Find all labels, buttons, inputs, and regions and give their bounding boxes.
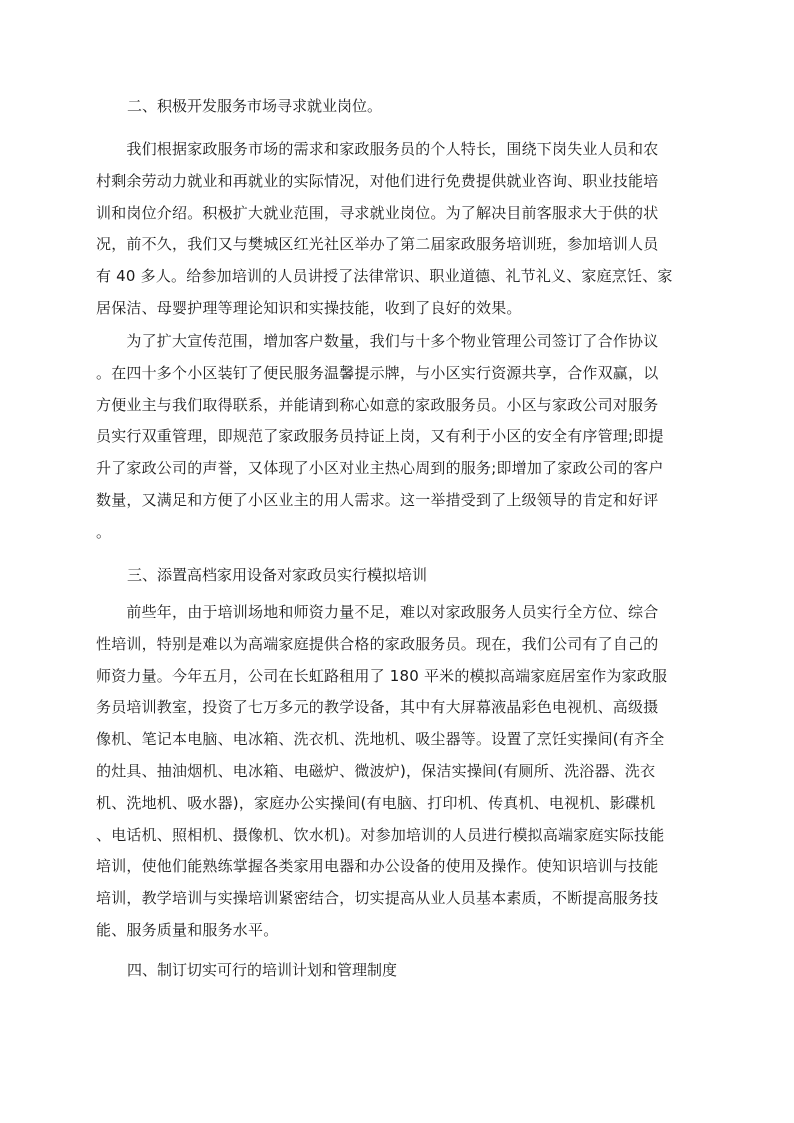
section-heading-4: 四、制订切实可行的培训计划和管理制度 [127, 961, 398, 979]
section-heading-2: 二、积极开发服务市场寻求就业岗位。 [127, 97, 383, 115]
paragraph-property-cooperation: 为了扩大宣传范围，增加客户数量，我们与十多个物业管理公司签订了合作协议 。在四十多个小区装钉了便民服务温馨提示牌，与小区实行资源共享，合作双赢，以 方便业主与我们取得联系，并能请到称心如意的家政服务员。小区与家政公司对服务 员实行双重管理，即规范了家政服务员持证上岗，又有利于小区的安全有序管理;即提 升了家政公司的声誉，又体现了小区对业主热心周到的服务;即增加了家政公司的客户 数量，又满足和方便了小区业主的用人需求。这一举措受到了上级领导的肯定和好评 。 [96, 332, 664, 541]
paragraph-simulated-training: 前些年，由于培训场地和师资力量不足，难以对家政服务人员实行全方位、综合 性培训，特别是难以为高端家庭提供合格的家政服务员。现在，我们公司有了自己的 师资力量。今年五月，公司在长虹路租用了 180 平米的模拟高端家庭居室作为家政服 务员培训教室，投资了七万多元的教学设备，其中有大屏幕液晶彩色电视机、高级摄 像机、笔记本电脑、电冰箱、洗衣机、洗地机、吸尘器等。设置了烹饪实操间(有齐全 的灶具、抽油烟机、电冰箱、电磁炉、微波炉)，保洁实操间(有厕所、洗浴器、洗衣 机、洗地机、吸水器)，家庭办公实操间(有电脑、打印机、传真机、电视机、影碟机 、电话机、照相机、摄像机、饮水机)。对参加培训的人员进行模拟高端家庭实际技能 培训，使他们能熟练掌握各类家用电器和办公设备的使用及操作。使知识培训与技能 培训，教学培训与实操培训紧密结合，切实提高从业人员基本素质，不断提高服务技 能、服务质量和服务水平。 [96, 603, 668, 939]
paragraph-job-seeking: 我们根据家政服务市场的需求和家政服务员的个人特长，围绕下岗失业人员和农 村剩余劳动力就业和再就业的实际情况，对他们进行免费提供就业咨询、职业技能培 训和岗位介绍。积极扩大就业范围，寻求就业岗位。为了解决目前客服求大于供的状 况，前不久，我们又与樊城区红光社区举办了第二届家政服务培训班，参加培训人员 有 40 多人。给参加培训的人员讲授了法律常识、职业道德、礼节礼义、家庭烹饪、家 居保洁、母婴护理等理论知识和实操技能，收到了良好的效果。 [96, 140, 673, 317]
section-heading-3: 三、添置高档家用设备对家政员实行模拟培训 [127, 566, 428, 584]
